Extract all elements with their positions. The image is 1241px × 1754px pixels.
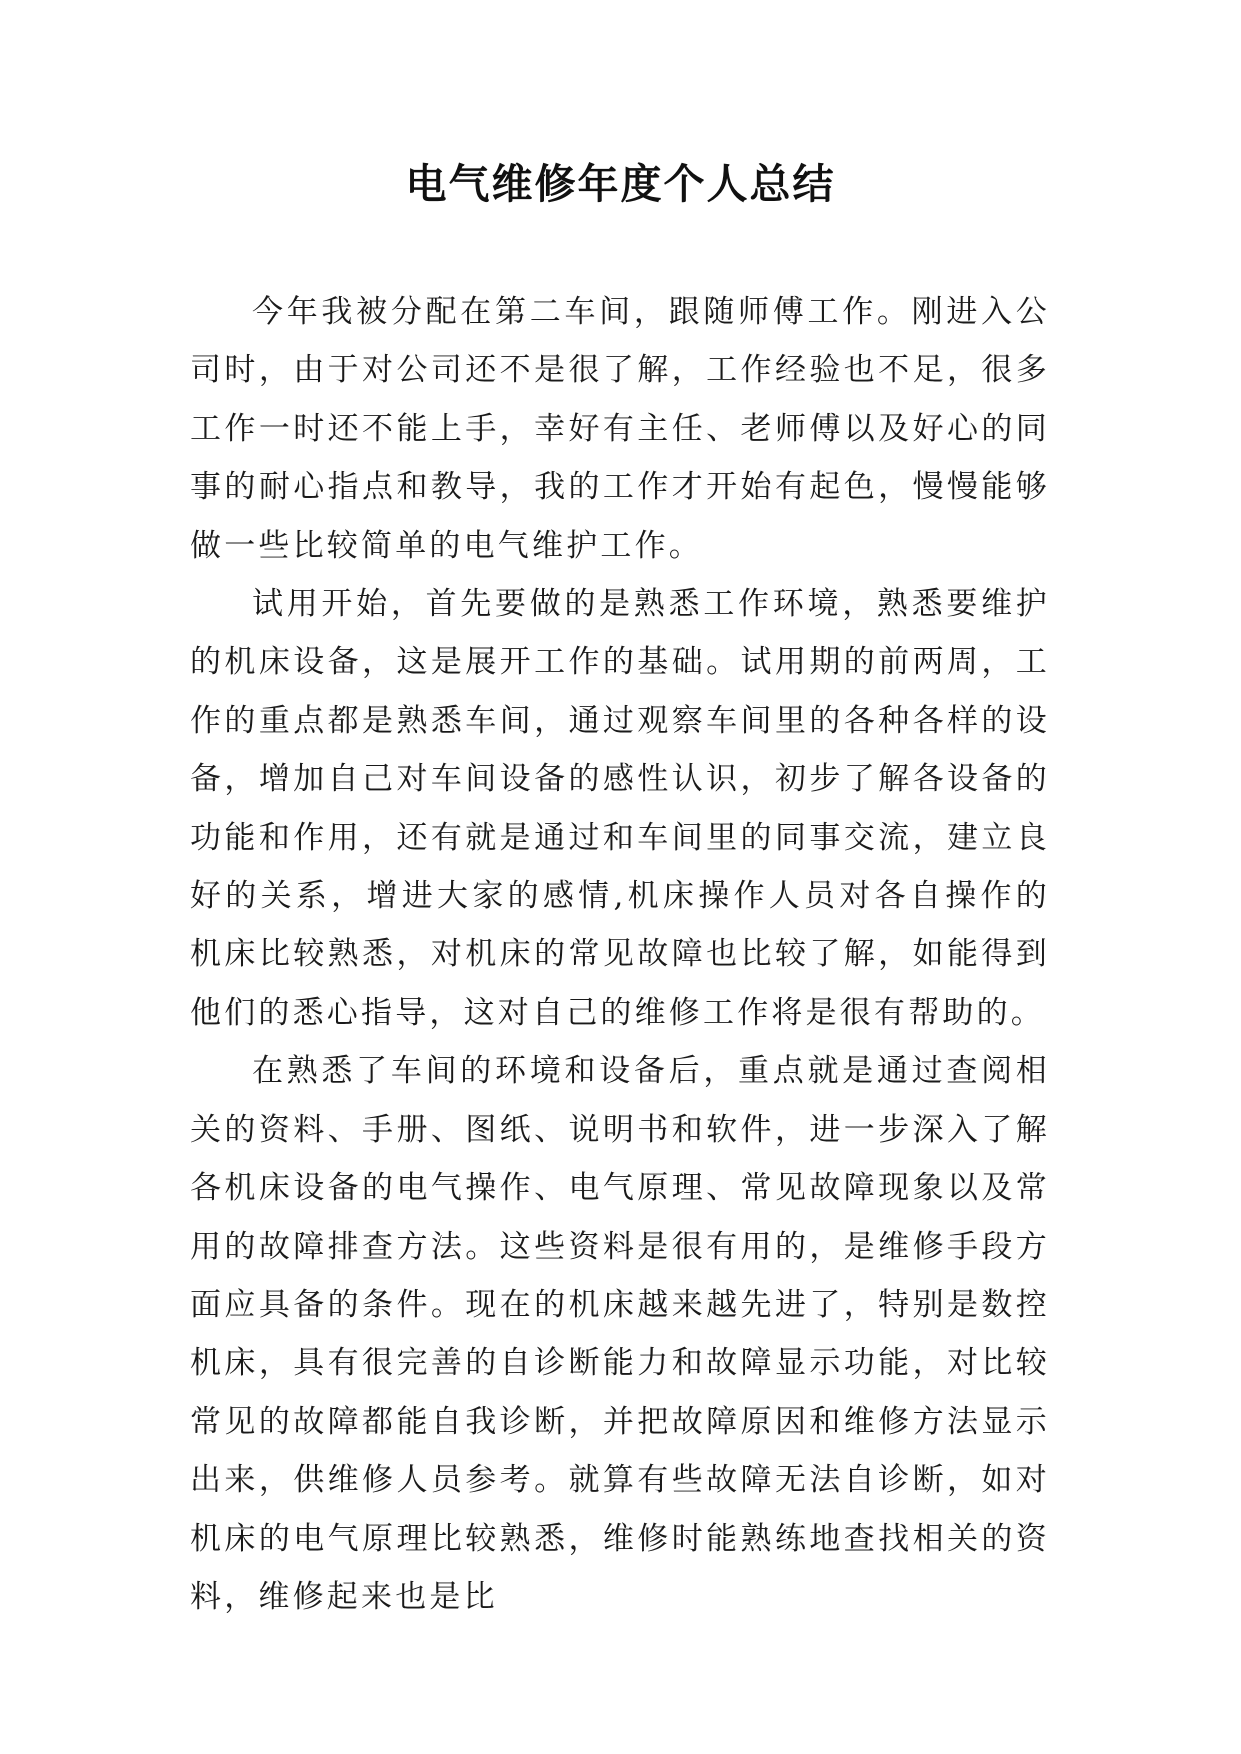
document-title: 电气维修年度个人总结	[405, 160, 836, 208]
paragraph-2: 试用开始，首先要做的是熟悉工作环境，熟悉要维护的机床设备，这是展开工作的基础。试用期的前两周，工作的重点都是熟悉车间，通过观察车间里的各种各样的设备，增加自己对车间设备的感性认识，初步了解各设备的功能和作用，还有就是通过和车间里的同事交流，建立良好的关系，增进大家的感情,机床操作人员对各自操作的机床比较熟悉，对机床的常见故障也比较了解，如能得到他们的悉心指导，这对自己的维修工作将是很有帮助的。	[190, 586, 1050, 1031]
paragraph-3: 在熟悉了车间的环境和设备后，重点就是通过查阅相关的资料、手册、图纸、说明书和软件，进一步深入了解各机床设备的电气操作、电气原理、常见故障现象以及常用的故障排查方法。这些资料是很有用的，是维修手段方面应具备的条件。现在的机床越来越先进了，特别是数控机床，具有很完善的自诊断能力和故障显示功能，对比较常见的故障都能自我诊断，并把故障原因和维修方法显示出来，供维修人员参考。就算有些故障无法自诊断，如对机床的电气原理比较熟悉，维修时能熟练地查找相关的资料，维修起来也是比	[190, 1053, 1050, 1615]
document-body	[190, 283, 1050, 1626]
paragraph-1: 今年我被分配在第二车间，跟随师傅工作。刚进入公司时，由于对公司还不是很了解，工作经验也不足，很多工作一时还不能上手，幸好有主任、老师傅以及好心的同事的耐心指点和教导，我的工作才开始有起色，慢慢能够做一些比较简单的电气维护工作。	[190, 294, 1050, 564]
